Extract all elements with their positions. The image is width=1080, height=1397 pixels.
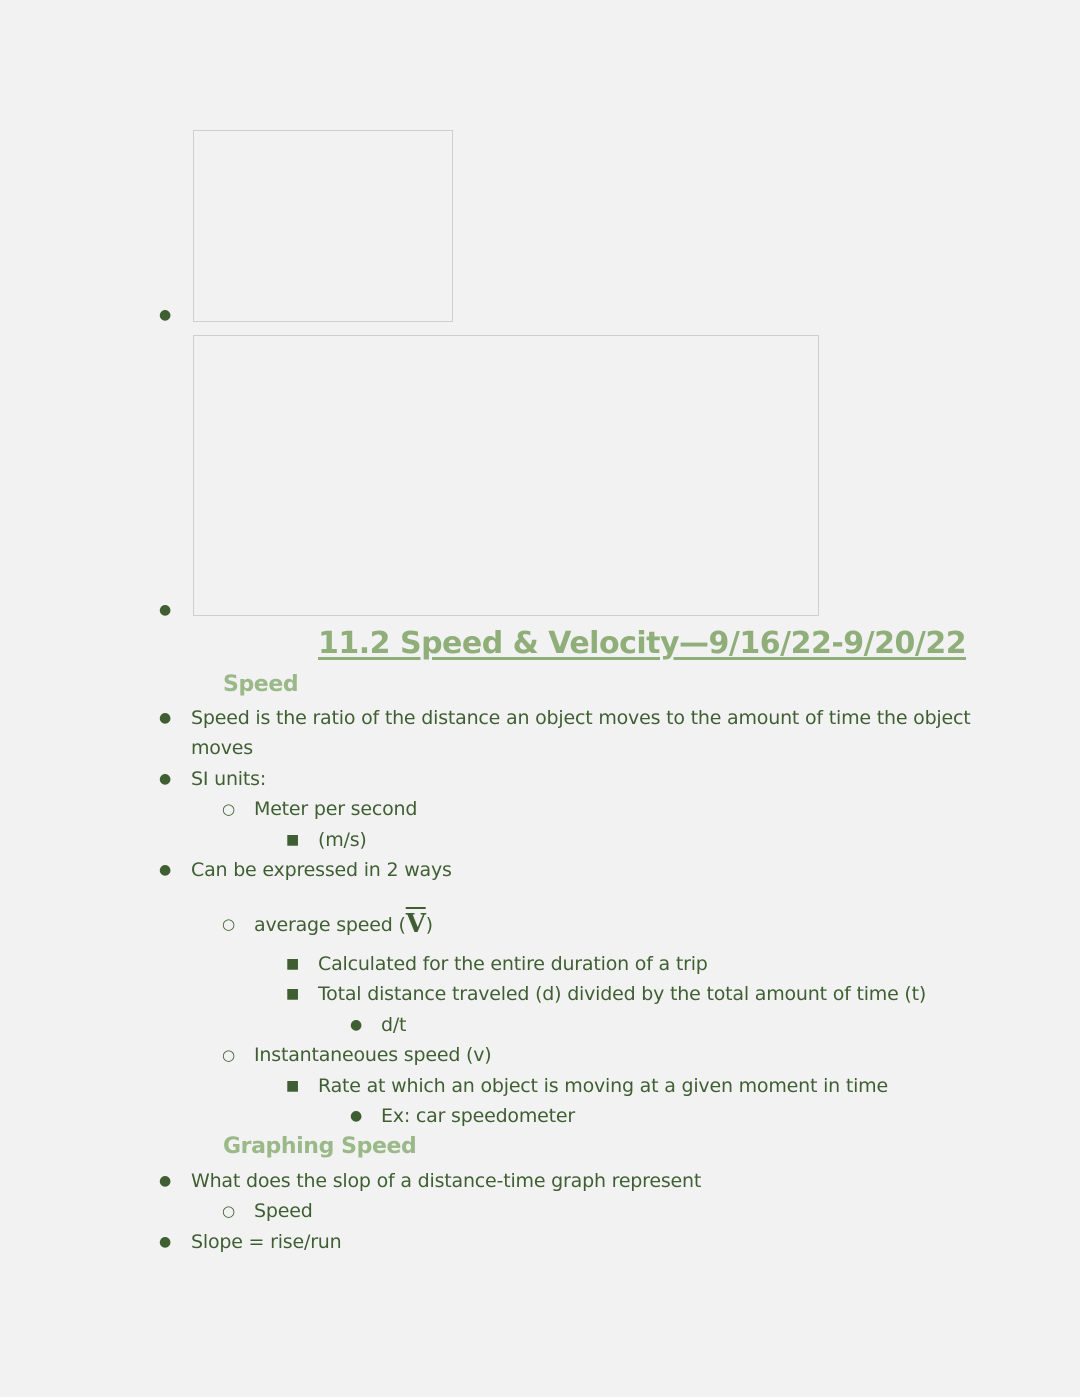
list-item-text: moves [191,737,253,759]
bullet-square: ■ [286,832,300,848]
bullet-circle: ○ [222,1046,236,1064]
list-item-text: Instantaneoues speed (v) [254,1044,492,1066]
image-placeholder-1 [193,130,453,322]
list-item-text: Ex: car speedometer [381,1105,576,1127]
bullet-square: ■ [286,986,300,1002]
list-item-text: Total distance traveled (d) divided by the total amount of time (t) [318,983,927,1005]
bullet-disc: ● [159,710,172,726]
image-placeholder-2 [193,335,819,616]
bullet-disc: ● [350,1017,363,1033]
bullet-disc: ● [159,307,172,323]
bullet-circle: ○ [222,800,236,818]
list-item-text: (m/s) [318,829,367,851]
list-item-text: Can be expressed in 2 ways [191,859,452,881]
bullet-square: ■ [286,1078,300,1094]
bullet-disc: ● [159,862,172,878]
bullet-square: ■ [286,956,300,972]
list-item-text [254,906,433,943]
v-bar-symbol: $\overline{V}$ [405,909,426,939]
list-item-text: Slope = rise/run [191,1231,342,1253]
section-heading-speed: Speed [223,672,299,697]
list-item-text: Meter per second [254,798,418,820]
bullet-disc: ● [159,771,172,787]
list-item-text: d/t [381,1014,407,1036]
bullet-disc: ● [159,1173,172,1189]
bullet-disc: ● [350,1108,363,1124]
bullet-disc: ● [159,1234,172,1250]
list-item-text: Calculated for the entire duration of a trip [318,953,708,975]
list-item-text: Speed is the ratio of the distance an object moves to the amount of time the object [191,707,971,729]
section-heading-graphing-speed: Graphing Speed [223,1134,417,1159]
average-speed-label: average speed ( [254,914,406,936]
list-item-text: What does the slop of a distance-time graph represent [191,1170,702,1192]
page-title: 11.2 Speed & Velocity—9/16/22-9/20/22 [318,626,967,661]
list-item-text: SI units: [191,768,267,790]
list-item-text: Rate at which an object is moving at a given moment in time [318,1075,888,1097]
bullet-circle: ○ [222,915,236,933]
average-speed-close: ) [425,914,433,936]
list-item-text: Speed [254,1200,313,1222]
bullet-circle: ○ [222,1202,236,1220]
bullet-disc: ● [159,602,172,618]
